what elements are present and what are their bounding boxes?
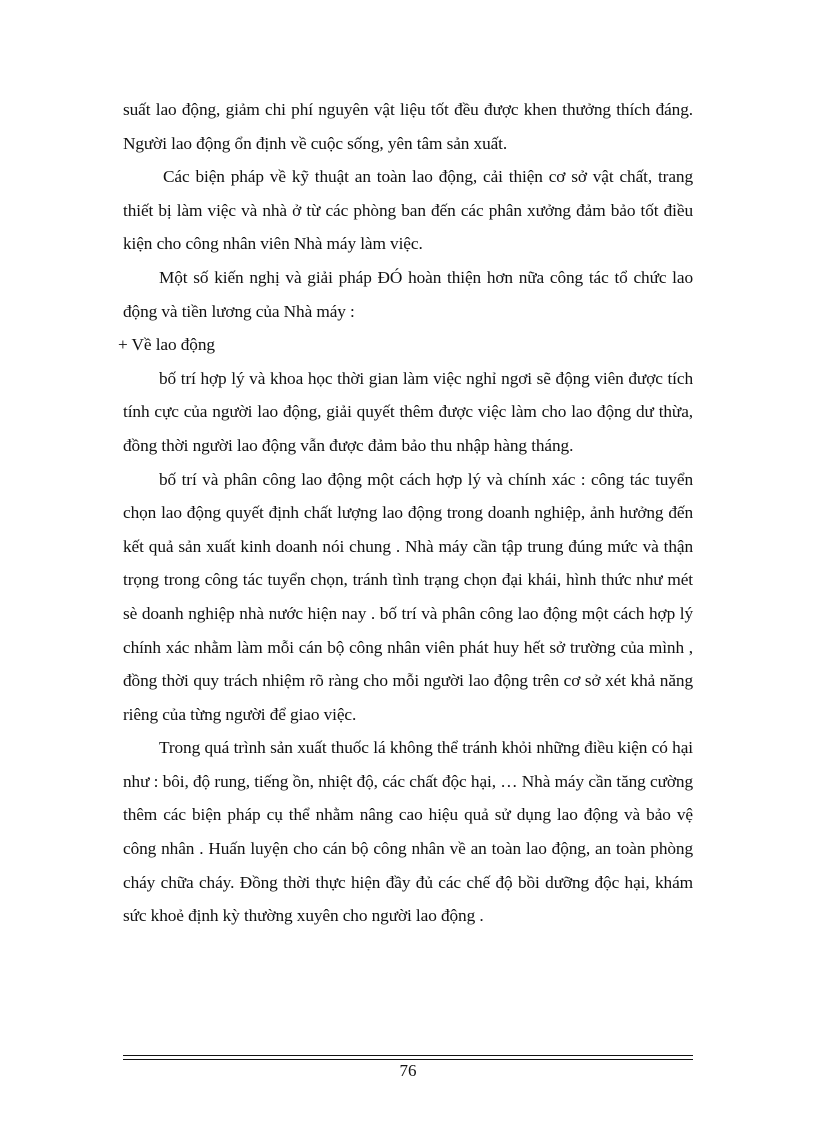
footer-divider-top [123, 1055, 693, 1056]
page-number: 76 [399, 1061, 417, 1080]
paragraph-labor-allocation: bố trí và phân công lao động một cách hợp lý và chính xác : công tác tuyển chọn lao động quyết định chất lượng lao động trong doanh nghiệp, ảnh hưởng đến kết quả sản xuất kinh doanh nói chung . Nhà máy cần tập trung đúng mức và thận trọng trong công tác tuyển chọn, tránh tình trạng chọn đại khái, hình thức như mét sè doanh nghiệp nhà nước hiện nay . bố trí và phân công lao động một cách hợp lý chính xác nhằm làm mỗi cán bộ công nhân viên phát huy hết sở trường của mình , đồng thời quy trách nhiệm rõ ràng cho mỗi người lao động trên cơ sở xét khả năng riêng của từng người để giao việc. [123, 469, 693, 724]
paragraph-safety-measures: Các biện pháp về kỹ thuật an toàn lao động, cải thiện cơ sở vật chất, trang thiết bị làm việc và nhà ở từ các phòng ban đến các phân xưởng đảm bảo tốt điều kiện cho công nhân viên Nhà máy làm việc. [123, 167, 693, 254]
paragraph-working-time: bố trí hợp lý và khoa học thời gian làm việc nghỉ ngơi sẽ động viên được tích tính cực của người lao động, giải quyết thêm được việc làm cho lao động dư thừa, đồng thời người lao động vẫn được đảm bảo thu nhập hàng tháng. [123, 368, 693, 455]
paragraph-recommendations-intro: Một số kiến nghị và giải pháp ĐÓ hoàn thiện hơn nữa công tác tổ chức lao động và tiền lương của Nhà máy : [123, 267, 693, 321]
paragraph-occupational-safety: Trong quá trình sản xuất thuốc lá không thể tránh khỏi những điều kiện có hại như : bôi, độ rung, tiếng ồn, nhiệt độ, các chất độc hại, … Nhà máy cần tăng cường thêm các biện pháp cụ thể nhằm nâng cao hiệu quả sử dụng lao động và bảo vệ công nhân . Huấn luyện cho cán bộ công nhân về an toàn lao động, an toàn phòng cháy chữa cháy. Đồng thời thực hiện đầy đủ các chế độ bồi dưỡng độc hại, khám sức khoẻ định kỳ thường xuyên cho người lao động . [123, 738, 693, 926]
paragraph-incentives-continuation: suất lao động, giảm chi phí nguyên vật liệu tốt đều được khen thưởng thích đáng. Người lao động ổn định về cuộc sống, yên tâm sản xuất. [123, 100, 693, 153]
body-text [118, 93, 693, 933]
section-heading-labor: + Về lao động [118, 335, 215, 355]
